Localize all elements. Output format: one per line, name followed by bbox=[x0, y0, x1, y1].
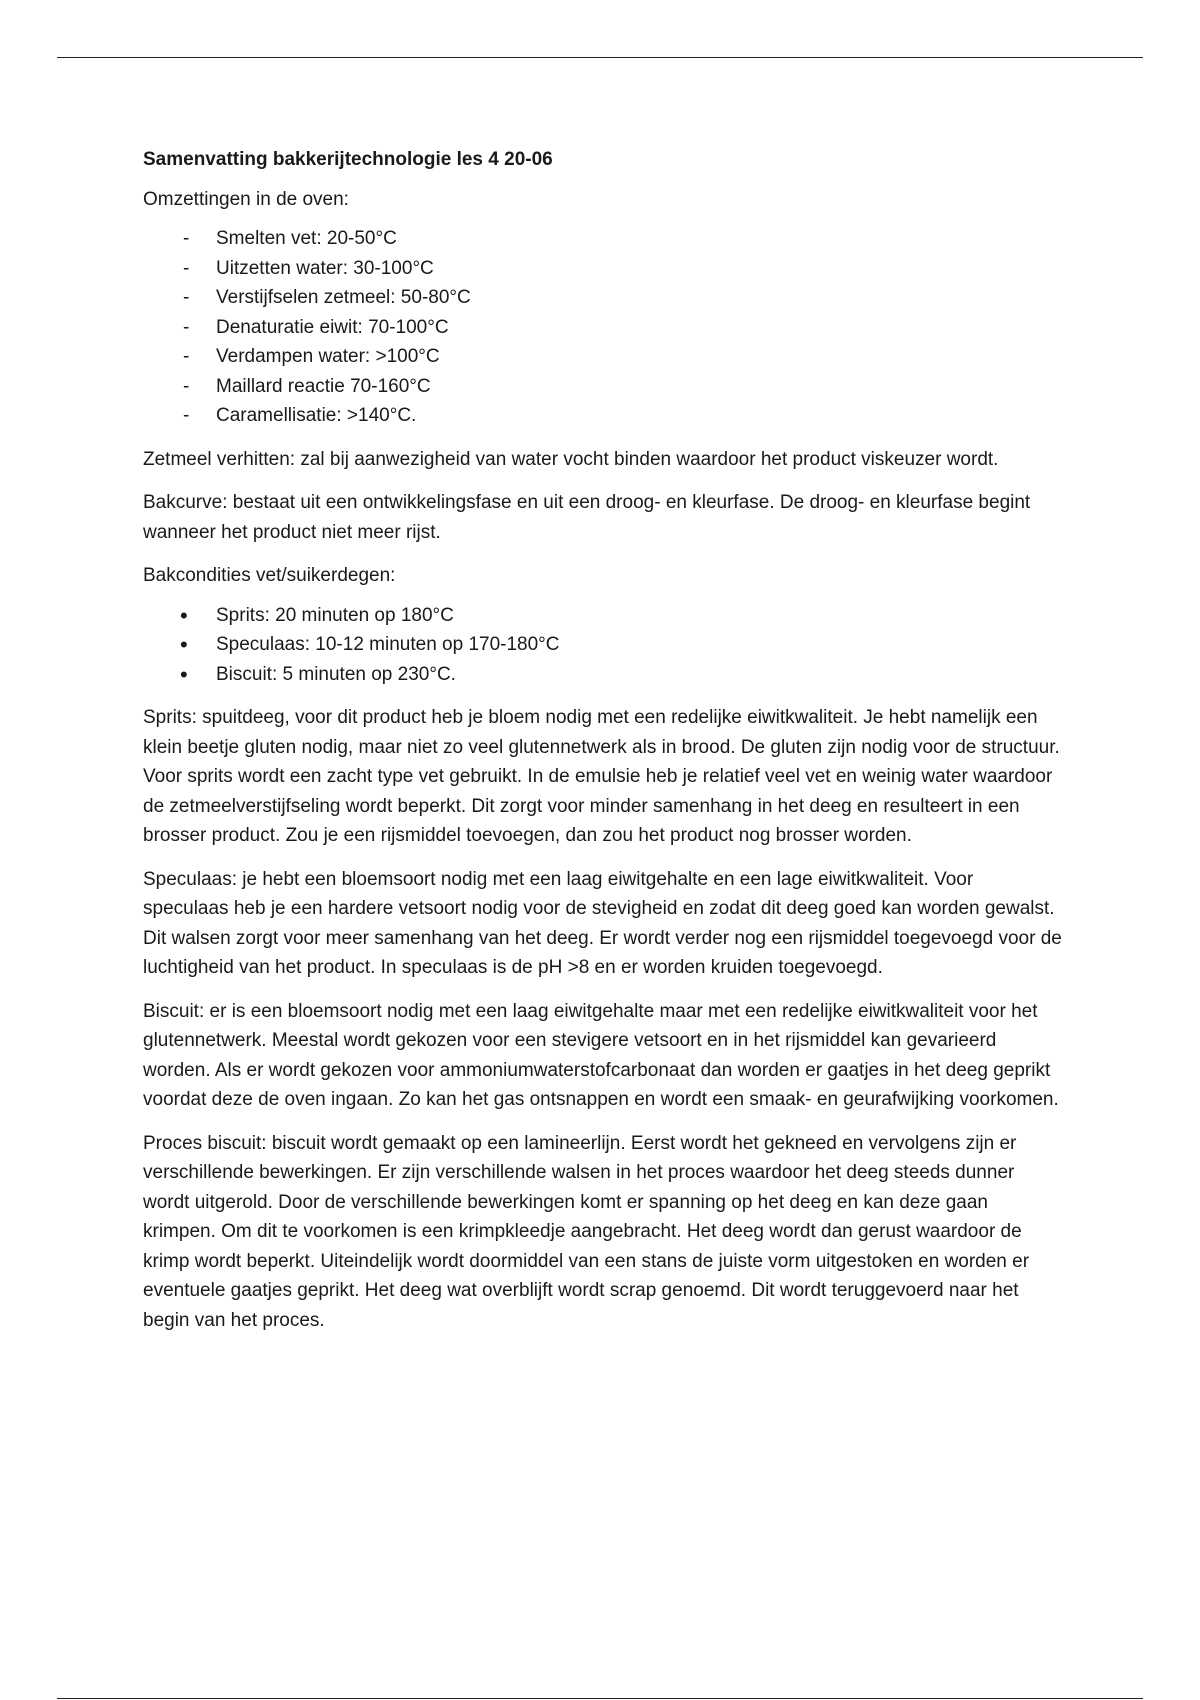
oven-steps-list bbox=[143, 224, 1063, 431]
list-item: - Denaturatie eiwit: 70-100°C bbox=[143, 313, 1063, 343]
bakcondities-intro: Bakcondities vet/suikerdegen: bbox=[143, 565, 396, 586]
document-title: Samenvatting bakkerijtechnologie les 4 20-06 bbox=[143, 149, 553, 170]
header-rule bbox=[57, 57, 1143, 58]
sprits-paragraph: Sprits: spuitdeeg, voor dit product heb je bloem nodig met een redelijke eiwitkwaliteit. Je hebt namelijk een klein beetje gluten nodig, maar niet zo veel glutennetwerk als in brood. De gluten zijn nodig voor de structuur. Voor sprits wordt een zacht type vet gebruikt. In de emulsie heb je relatief veel vet en weinig water waardoor de zetmeelverstijfseling wordt beperkt. Dit zorgt voor minder samenhang in het deeg en resulteert in een brosser product. Zou je een rijsmiddel toevoegen, dan zou het product nog brosser worden. bbox=[143, 707, 1060, 846]
list-item: - Caramellisatie: >140°C. bbox=[143, 401, 1063, 431]
zetmeel-paragraph: Zetmeel verhitten: zal bij aanwezigheid van water vocht binden waardoor het product viskeuzer wordt. bbox=[143, 448, 999, 470]
footer-rule bbox=[57, 1698, 1143, 1699]
document-body bbox=[143, 145, 1063, 1349]
bakcondities-list bbox=[143, 601, 1063, 690]
list-item: - Verdampen water: >100°C bbox=[143, 342, 1063, 372]
speculaas-paragraph: Speculaas: je hebt een bloemsoort nodig met een laag eiwitgehalte en een lage eiwitkwaliteit. Voor speculaas heb je een hardere vetsoort nodig voor de stevigheid en zodat dit deeg goed kan worden gewalst. Dit walsen zorgt voor meer samenhang van het deeg. Er wordt verder nog een rijsmiddel toegevoegd voor de luchtigheid van het product. In speculaas is de pH >8 en er worden kruiden toegevoegd. bbox=[143, 868, 1062, 978]
list-item: - Verstijfselen zetmeel: 50-80°C bbox=[143, 283, 1063, 313]
list-item: • Biscuit: 5 minuten op 230°C. bbox=[143, 660, 1063, 690]
list-item: - Uitzetten water: 30-100°C bbox=[143, 254, 1063, 284]
list-item: - Smelten vet: 20-50°C bbox=[143, 224, 1063, 254]
biscuit-paragraph: Biscuit: er is een bloemsoort nodig met een laag eiwitgehalte maar met een redelijke eiwitkwaliteit voor het glutennetwerk. Meestal wordt gekozen voor een stevigere vetsoort en in het rijsmiddel kan gevarieerd worden. Als er wordt gekozen voor ammoniumwaterstofcarbonaat dan worden er gaatjes in het deeg geprikt voordat deze de oven ingaan. Zo kan het gas ontsnappen en wordt een smaak- en geurafwijking voorkomen. bbox=[143, 1000, 1059, 1110]
list-item: • Speculaas: 10-12 minuten op 170-180°C bbox=[143, 630, 1063, 660]
list-item: - Maillard reactie 70-160°C bbox=[143, 372, 1063, 402]
bakcurve-paragraph: Bakcurve: bestaat uit een ontwikkelingsfase en uit een droog- en kleurfase. De droog- en kleurfase begint wanneer het product niet meer rijst. bbox=[143, 492, 1031, 543]
oven-intro: Omzettingen in de oven: bbox=[143, 188, 349, 210]
list-item: • Sprits: 20 minuten op 180°C bbox=[143, 601, 1063, 631]
proces-biscuit-paragraph: Proces biscuit: biscuit wordt gemaakt op een lamineerlijn. Eerst wordt het gekneed en vervolgens zijn er verschillende bewerkingen. Er zijn verschillende walsen in het proces waardoor het deeg steeds dunner wordt uitgerold. Door de verschillende bewerkingen komt er spanning op het deeg en kan deze gaan krimpen. Om dit te voorkomen is een krimpkleedje aangebracht. Het deeg wordt dan gerust waardoor de krimp wordt beperkt. Uiteindelijk wordt doormiddel van een stans de juiste vorm uitgestoken en worden er eventuele gaatjes geprikt. Het deeg wat overblijft wordt scrap genoemd. Dit wordt teruggevoerd naar het begin van het proces. bbox=[143, 1132, 1030, 1331]
